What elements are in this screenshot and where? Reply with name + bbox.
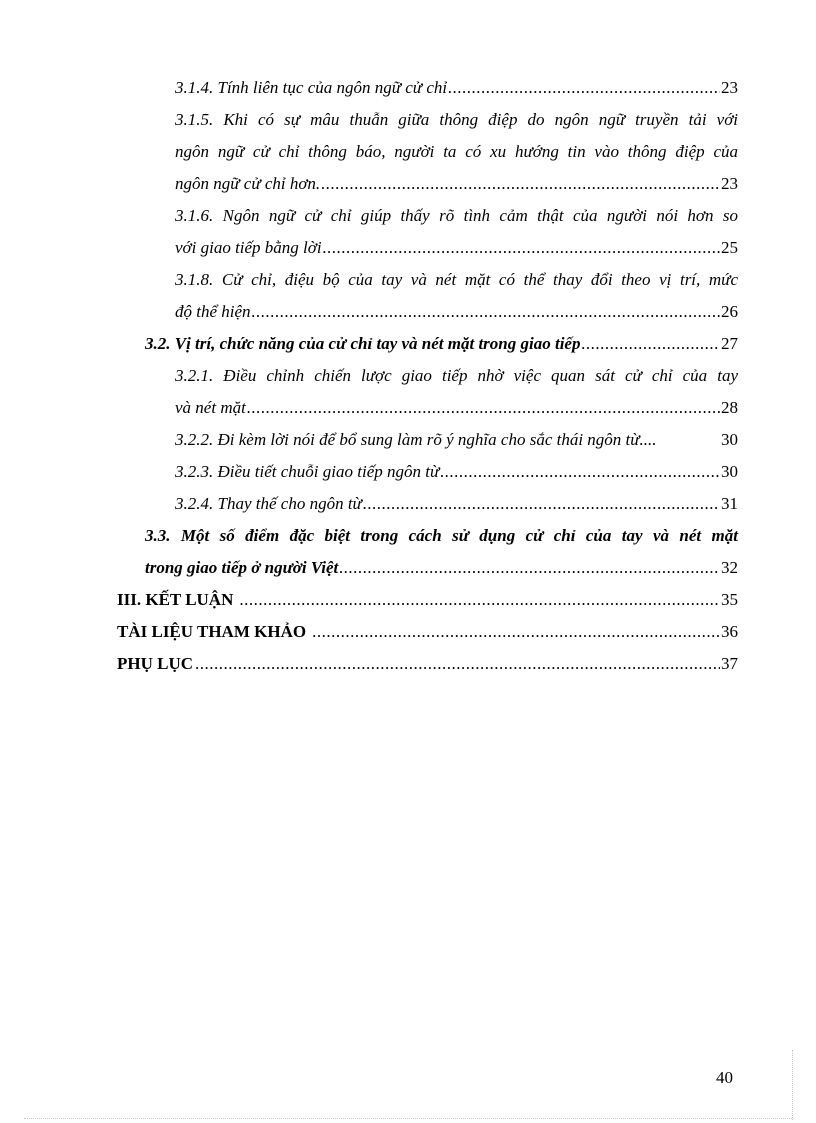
toc-entry-title: TÀI LIỆU THAM KHẢO [117,622,307,641]
toc-entry-3-1-6-line2 [175,238,738,258]
toc-entry-3-3-line1: 3.3. Một số điểm đặc biệt trong cách sử dụng cử chỉ của tay và nét mặt [145,526,738,545]
toc-entry-3-1-4 [175,78,738,98]
toc-entry-title: 3.2.4. Thay thế cho ngôn từ [175,494,362,513]
toc-entry-title: ngôn ngữ cử chỉ hơn. [175,174,321,193]
toc-entry-page: 30 [721,430,738,449]
page-border-right [792,1050,793,1120]
toc-entry-ket-luan [117,590,738,610]
toc-entry-3-1-5-line1: 3.1.5. Khi có sự mâu thuẫn giữa thông điệp do ngôn ngữ truyền tải với [175,110,738,129]
toc-entry-page: 32 [721,558,738,577]
toc-entry-title: 3.1.4. Tính liên tục của ngôn ngữ cử chỉ [175,78,448,97]
toc-entry-3-1-5-line2: ngôn ngữ cử chỉ thông báo, người ta có xu hướng tin vào thông điệp của [175,142,738,161]
page-border-bottom [24,1118,794,1119]
toc-entry-page: 36 [721,622,738,641]
toc-entry-page: 31 [721,494,738,513]
toc-entry-page: 27 [721,334,738,353]
page-number: 40 [716,1068,733,1087]
toc-entry-page: 35 [721,590,738,609]
toc-entry-page: 23 [721,78,738,97]
toc-entry-title: PHỤ LỤC [117,654,194,673]
toc-entry-page: 30 [721,462,738,481]
toc-entry-3-1-8-line2 [175,302,738,322]
toc-entry-3-3-line2 [145,558,738,578]
toc-leader-dots [363,494,720,514]
toc-leader-dots [252,302,720,322]
toc-entry-title: III. KẾT LUẬN [117,590,234,609]
toc-leader-dots [312,622,720,642]
toc-leader-dots [448,78,720,98]
toc-entry-3-2-2 [175,430,738,450]
toc-entry-phu-luc [117,654,738,674]
toc-leader-dots [440,462,720,482]
toc-entry-3-2 [145,334,738,354]
toc-entry-title: 3.2.3. Điều tiết chuỗi giao tiếp ngôn từ [175,462,440,481]
toc-entry-page: 28 [721,398,738,417]
toc-leader-dots [195,654,720,674]
toc-entry-title: với giao tiếp bằng lời [175,238,322,257]
toc-entry-3-1-6-line1: 3.1.6. Ngôn ngữ cử chỉ giúp thấy rõ tình cảm thật của người nói hơn so [175,206,738,225]
toc-entry-3-1-5-line3 [175,174,738,194]
toc-entry-page: 25 [721,238,738,257]
toc-entry-page: 26 [721,302,738,321]
toc-leader-dots [323,238,720,258]
toc-entry-title: trong giao tiếp ở người Việt [145,558,339,577]
toc-entry-3-2-4 [175,494,738,514]
toc-entry-tai-lieu-tham-khao [117,622,738,642]
toc-entry-title: độ thể hiện [175,302,251,321]
toc-entry-title: 3.2. Vị trí, chức năng của cử chỉ tay và nét mặt trong giao tiếp [145,334,581,353]
toc-entry-3-2-1-line2 [175,398,738,418]
toc-entry-3-2-1-line1: 3.2.1. Điều chỉnh chiến lược giao tiếp nhờ việc quan sát cử chỉ của tay [175,366,738,385]
toc-leader-dots [321,174,720,194]
toc-entry-3-2-3 [175,462,738,482]
toc-leader-dots [581,334,720,354]
toc-entry-title: 3.2.2. Đi kèm lời nói để bổ sung làm rõ ý nghĩa cho sắc thái ngôn từ.... [175,430,657,449]
toc-leader-dots [239,590,720,610]
toc-leader-dots [247,398,720,418]
toc-entry-page: 37 [721,654,738,673]
toc-entry-3-1-8-line1: 3.1.8. Cử chỉ, điệu bộ của tay và nét mặt có thể thay đổi theo vị trí, mức [175,270,738,289]
toc-leader-dots [339,558,720,578]
toc-entry-title: và nét mặt [175,398,246,417]
toc-entry-page: 23 [721,174,738,193]
